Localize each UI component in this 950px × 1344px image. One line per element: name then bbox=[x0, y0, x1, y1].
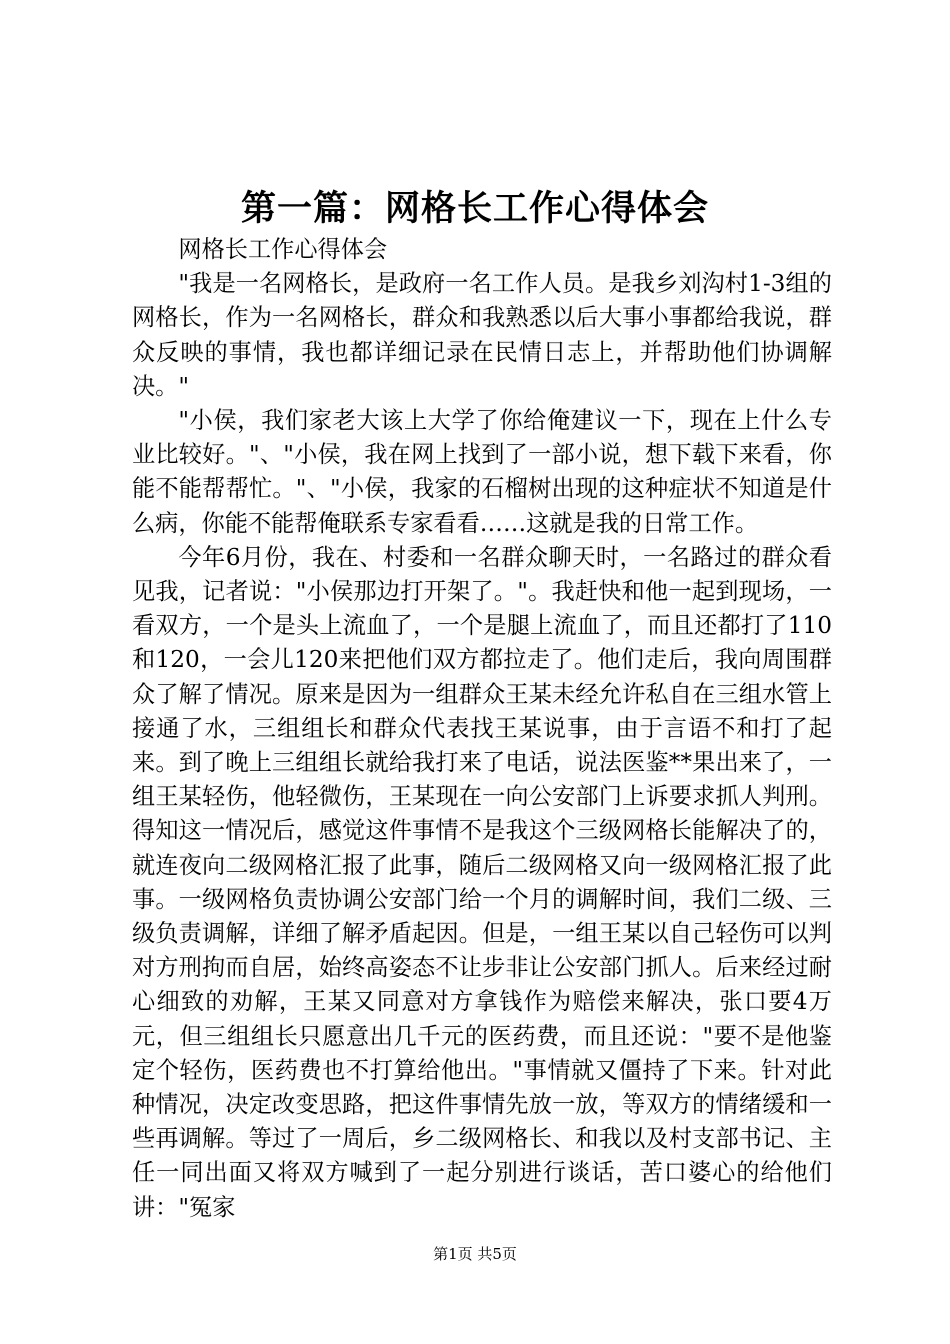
document-title: 第一篇：网格长工作心得体会 bbox=[240, 188, 709, 229]
paragraph-subtitle: 网格长工作心得体会 bbox=[178, 236, 388, 263]
document-body bbox=[132, 233, 832, 1225]
page-footer: 第1页 共5页 bbox=[433, 1245, 517, 1263]
paragraph-2: "小侯，我们家老大该上大学了你给俺建议一下，现在上什么专业比较好。"、"小侯，我在网上找到了一部小说，想下载下来看，你能不能帮帮忙。"、"小侯，我家的石榴树出现的这种症状不知道是什么病，你能不能帮俺联系专家看看……这就是我的日常工作。 bbox=[132, 407, 832, 537]
paragraph-1: "我是一名网格长，是政府一名工作人员。是我乡刘沟村1-3组的网格长，作为一名网格长，群众和我熟悉以后大事小事都给我说，群众反映的事情，我也都详细记录在民情日志上，并帮助他们协调解决。" bbox=[132, 270, 832, 400]
paragraph-3: 今年6月份，我在、村委和一名群众聊天时，一名路过的群众看见我，记者说："小侯那边打开架了。"。我赶快和他一起到现场，一看双方，一个是头上流血了，一个是腿上流血了，而且还都打了110和120，一会儿120来把他们双方都拉走了。他们走后，我向周围群众了解了情况。原来是因为一组群众王某未经允许私自在三组水管上接通了水，三组组长和群众代表找王某说事，由于言语不和打了起来。到了晚上三组组长就给我打来了电话，说法医鉴**果出来了，一组王某轻伤，他轻微伤，王某现在一向公安部门上诉要求抓人判刑。得知这一情况后，感觉这件事情不是我这个三级网格长能解决了的，就连夜向二级网格汇报了此事，随后二级网格又向一级网格汇报了此事。一级网格负责协调公安部门给一个月的调解时间，我们二级、三级负责调解，详细了解矛盾起因。但是，一组王某以自己轻伤可以判对方刑拘而自居，始终高姿态不让步非让公安部门抓人。后来经过耐心细致的劝解，王某又同意对方拿钱作为赔偿来解决，张口要4万元，但三组组长只愿意出几千元的医药费，而且还说："要不是他鉴定个轻伤，医药费也不打算给他出。"事情就又僵持了下来。针对此种情况，决定改变思路，把这件事情先放一放，等双方的情绪缓和一些再调解。等过了一周后，乡二级网格长、和我以及村支部书记、主任一同出面又将双方喊到了一起分别进行谈话，苦口婆心的给他们讲："冤家 bbox=[132, 543, 832, 1221]
